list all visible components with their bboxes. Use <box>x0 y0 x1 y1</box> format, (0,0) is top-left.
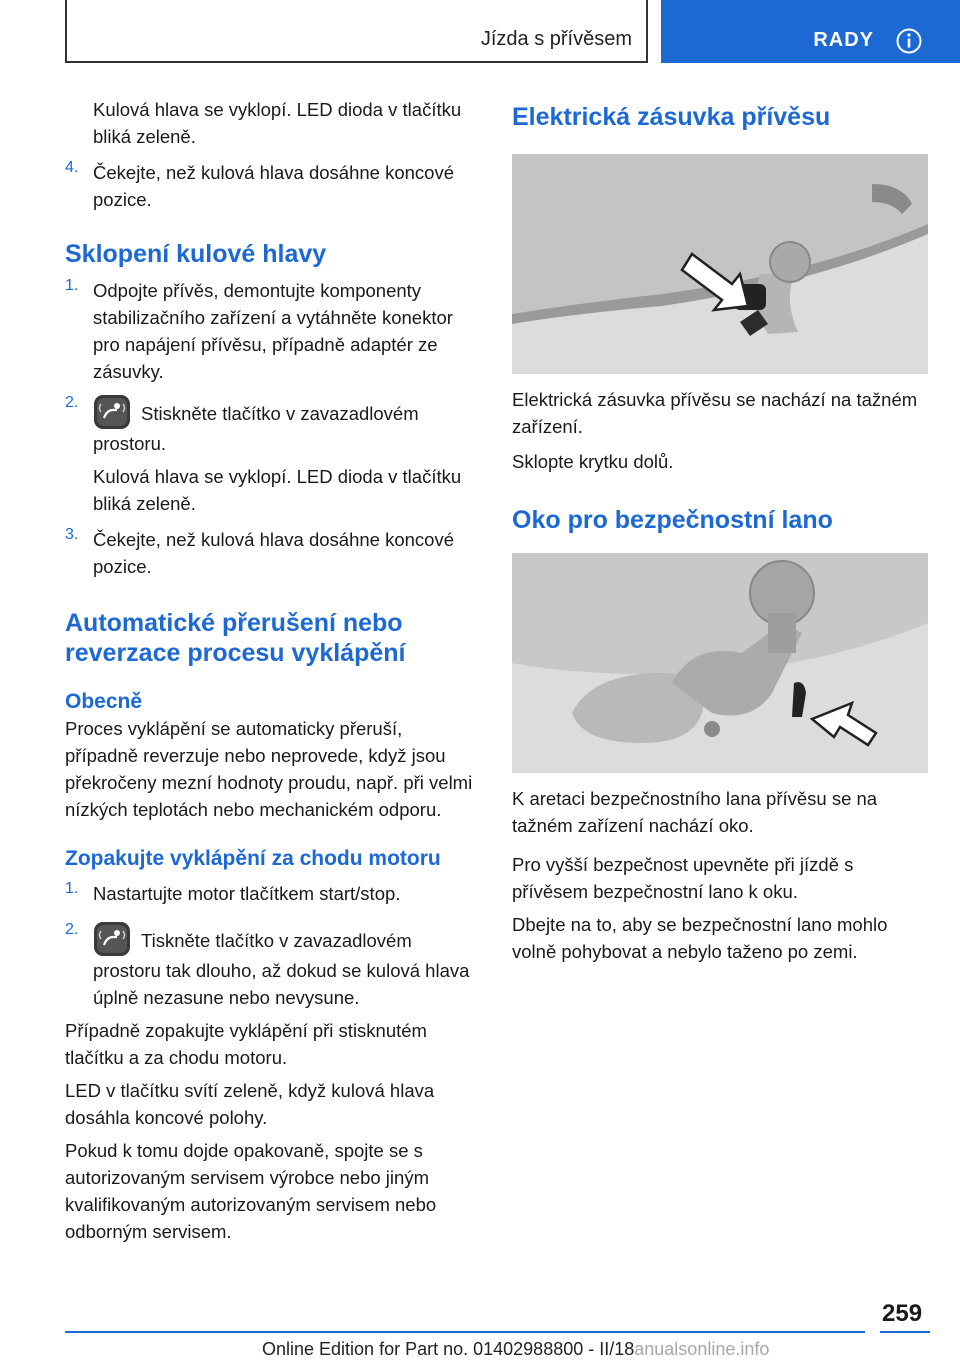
heading-auto-interrupt: Automatické přerušení nebo reverzace procesu vyklápění <box>65 609 406 667</box>
heading-socket: Elektrická zásuvka přívěsu <box>512 103 831 131</box>
list-number: 1. <box>65 880 79 897</box>
paragraph: Případně zopakujte vyklápění při stisknutém tlačítku a za chodu motoru. <box>65 1020 427 1068</box>
paragraph: K aretaci bezpečnostního lana přívěsu se na tažném zařízení nachází oko. <box>512 788 878 836</box>
list-item <box>65 277 477 385</box>
list-text: Čekejte, než kulová hlava dosáhne koncové pozice. <box>93 162 454 210</box>
list-text <box>93 394 477 457</box>
list-item <box>65 526 477 580</box>
list-text: Odpojte přívěs, demontujte komponenty stabilizačního zařízení a vytáhněte konektor pro napájení přívěsu, případně adaptér ze zásuvky. <box>93 280 453 382</box>
paragraph: Kulová hlava se vyklopí. LED dioda v tlačítku bliká zeleně. <box>93 99 462 147</box>
edition-text: Online Edition for Part no. 01402988800 - II/18 <box>262 1339 635 1359</box>
paragraph: Elektrická zásuvka přívěsu se nachází na tažném zařízení. <box>512 389 918 437</box>
list-number: 3. <box>65 526 79 543</box>
list-number: 4. <box>65 159 79 176</box>
list-number: 2. <box>65 921 79 938</box>
trailer-hitch-button-icon <box>93 394 131 430</box>
paragraph: Dbejte na to, aby se bezpečnostní lano mohlo volně pohybovat a nebylo taženo po zemi. <box>512 914 888 962</box>
section-title: Jízda s přívěsem <box>480 28 632 50</box>
list-item <box>65 394 477 457</box>
paragraph: Pro vyšší bezpečnost upevněte při jízdě s přívěsem bezpečnostní lano k oku. <box>512 854 854 902</box>
header-section-box <box>65 0 648 63</box>
heading-general: Obecně <box>65 690 143 713</box>
list-item <box>65 880 477 907</box>
heading-repeat: Zopakujte vyklápění za chodu motoru <box>65 847 441 870</box>
heading-fold: Sklopení kulové hlavy <box>65 240 327 268</box>
tab-label: RADY <box>813 29 874 51</box>
paragraph: Pokud k tomu dojde opakovaně, spojte se s autorizovaným servisem výrobce nebo jiným kvalifikovaným autorizovaným servisem nebo odborným servisem. <box>65 1140 437 1242</box>
paragraph: LED v tlačítku svítí zeleně, když kulová hlava dosáhla koncové polohy. <box>65 1080 435 1128</box>
list-text: Čekejte, než kulová hlava dosáhne koncové pozice. <box>93 529 454 577</box>
paragraph: Kulová hlava se vyklopí. LED dioda v tlačítku bliká zeleně. <box>93 466 462 514</box>
edition-info <box>262 1339 769 1360</box>
heading-safety-eye: Oko pro bezpečnostní lano <box>512 506 833 534</box>
list-text-body: Tiskněte tlačítko v zavazadlovém prostoru tak dlouho, až dokud se kulová hlava úplně nezasune nebo nevysune. <box>93 930 470 1008</box>
list-number: 1. <box>65 277 79 294</box>
header-tab-rady[interactable] <box>661 0 960 63</box>
list-text-body: Stiskněte tlačítko v zavazadlovém prostoru. <box>93 403 419 454</box>
list-text <box>93 921 477 1011</box>
list-item <box>65 921 477 1011</box>
paragraph: Proces vyklápění se automaticky přeruší, případně reverzuje nebo neprovede, když jsou překročeny mezní hodnoty proudu, např. při velmi nízkých teplotách nebo mechanickém odporu. <box>65 718 473 820</box>
safety-eye-photo <box>512 553 928 773</box>
list-item <box>65 159 477 213</box>
paragraph: Sklopte krytku dolů. <box>512 451 674 472</box>
right-column <box>512 96 930 965</box>
footer-divider <box>65 1331 865 1333</box>
left-column <box>65 96 477 1245</box>
trailer-hitch-button-icon <box>93 921 131 957</box>
watermark-text: anualsonline.info <box>634 1339 770 1359</box>
list-number: 2. <box>65 394 79 411</box>
page-number: 259 <box>882 1300 923 1327</box>
footer-divider <box>880 1331 930 1333</box>
list-text: Nastartujte motor tlačítkem start/stop. <box>93 883 401 904</box>
info-circle-icon[interactable] <box>896 28 922 54</box>
trailer-socket-photo <box>512 154 928 374</box>
